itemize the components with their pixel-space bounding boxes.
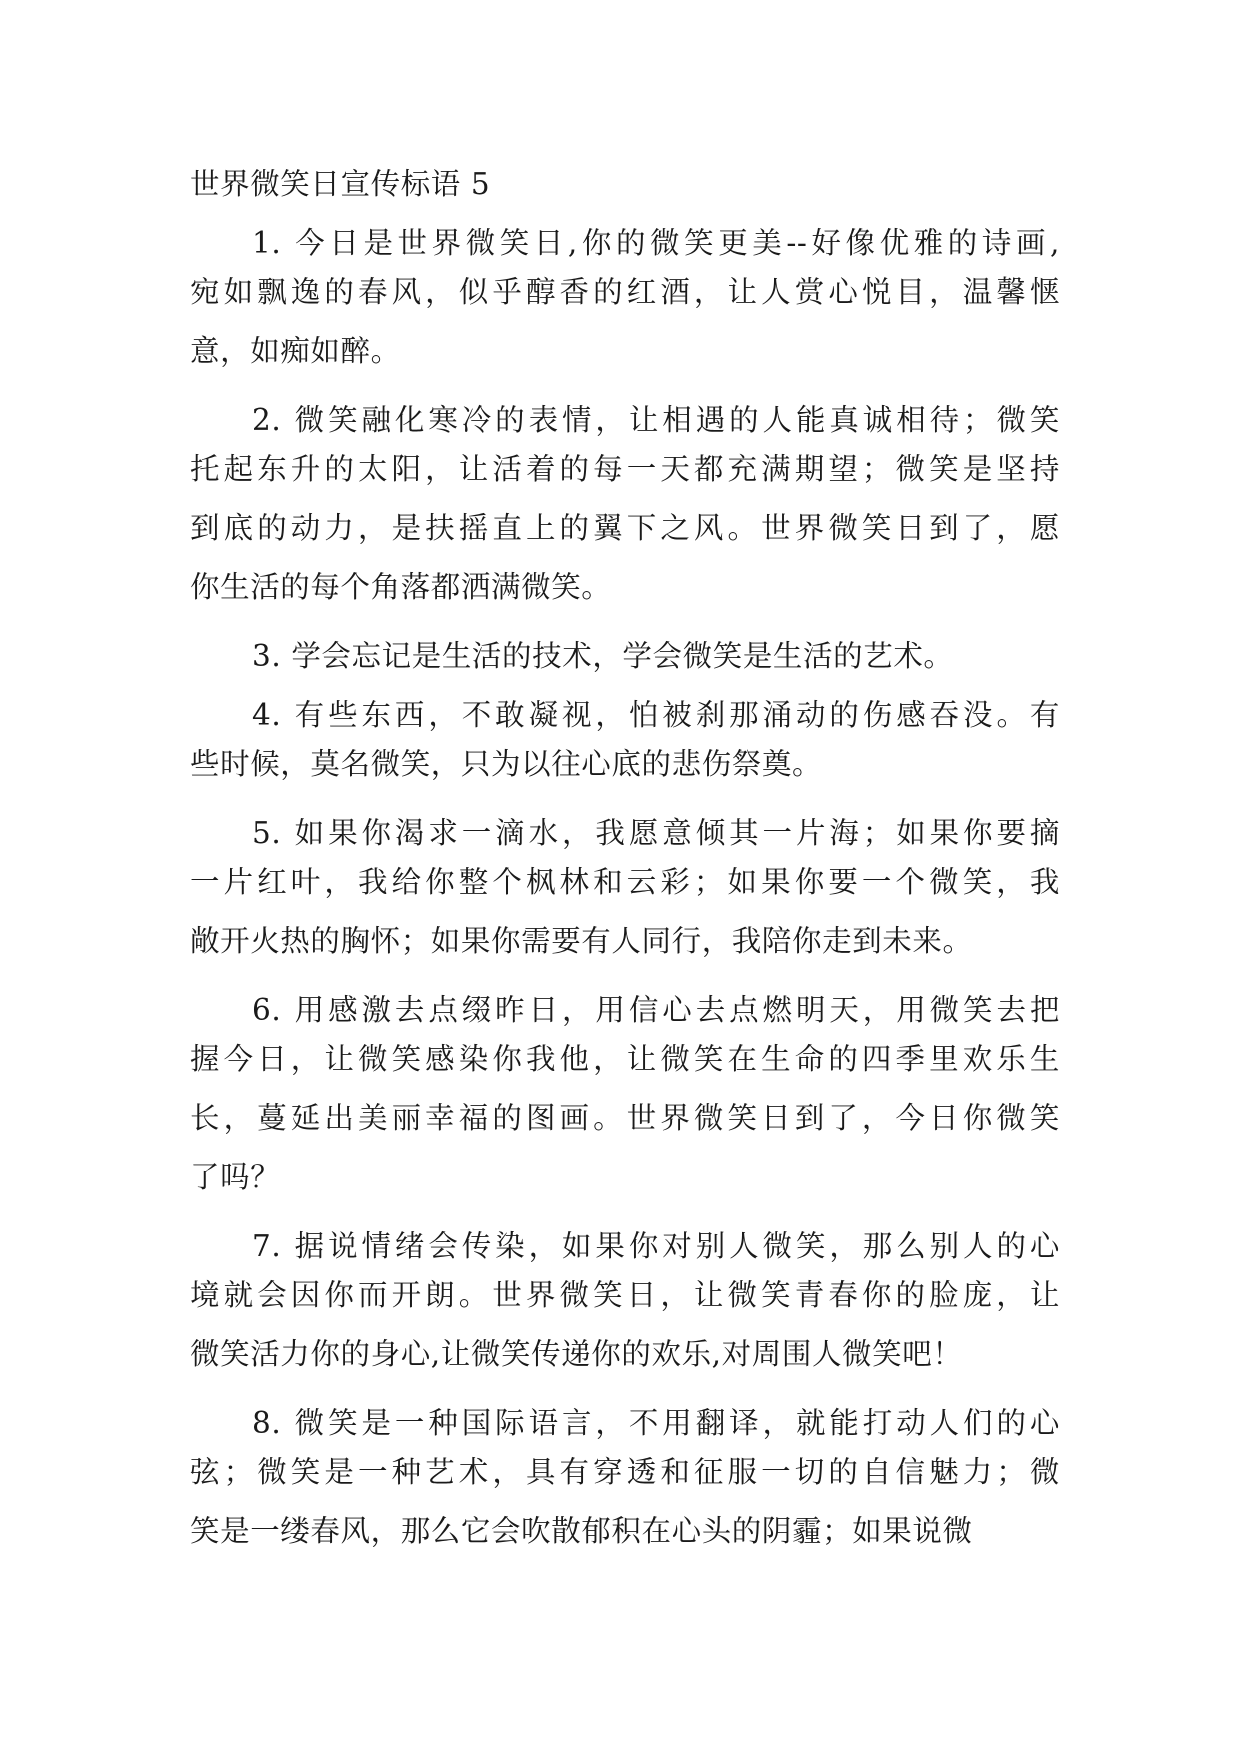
paragraph-line: 5. 如果你渴求一滴水，我愿意倾其一片海；如果你要摘 [252,816,1060,850]
paragraph [190,1384,1060,1561]
paragraph-line: 弦；微笑是一种艺术，具有穿透和征服一切的自信魅力；微 [190,1455,1060,1489]
paragraph [190,794,1060,971]
paragraph-line: 了吗？ [190,1160,281,1194]
document-title: 世界微笑日宣传标语 5 [190,167,491,201]
paragraph-line: 托起东升的太阳，让活着的每一天都充满期望；微笑是坚持 [190,452,1060,486]
paragraph [190,1207,1060,1384]
paragraph-line: 意，如痴如醉。 [190,334,401,368]
paragraph [190,971,1060,1207]
paragraph-line: 3. 学会忘记是生活的技术，学会微笑是生活的艺术。 [252,639,954,673]
paragraph-line: 宛如飘逸的春风，似乎醇香的红酒，让人赏心悦目，温馨惬 [190,275,1060,309]
paragraph-line: 一片红叶，我给你整个枫林和云彩；如果你要一个微笑，我 [190,865,1060,899]
paragraph-line: 境就会因你而开朗。世界微笑日，让微笑青春你的脸庞，让 [190,1278,1060,1312]
paragraph-list [190,204,1060,1561]
document-body [190,164,1060,1561]
paragraph-line: 到底的动力，是扶摇直上的翼下之风。世界微笑日到了，愿 [190,511,1060,545]
paragraph-line: 4. 有些东西，不敢凝视，怕被刹那涌动的伤感吞没。有 [252,698,1060,732]
paragraph-line: 些时候，莫名微笑，只为以往心底的悲伤祭奠。 [190,747,823,781]
paragraph-line: 微笑活力你的身心,让微笑传递你的欢乐,对周围人微笑吧！ [190,1337,963,1371]
paragraph-line: 笑是一缕春风，那么它会吹散郁积在心头的阴霾；如果说微 [190,1514,973,1548]
paragraph-line: 长，蔓延出美丽幸福的图画。世界微笑日到了，今日你微笑 [190,1101,1060,1135]
paragraph-line: 你生活的每个角落都洒满微笑。 [190,570,612,604]
paragraph [190,381,1060,617]
paragraph-line: 8. 微笑是一种国际语言，不用翻译，就能打动人们的心 [252,1406,1060,1440]
paragraph-line: 握今日，让微笑感染你我他，让微笑在生命的四季里欢乐生 [190,1042,1060,1076]
paragraph [190,676,1060,794]
paragraph-line: 2. 微笑融化寒冷的表情，让相遇的人能真诚相待；微笑 [252,403,1060,437]
paragraph-line: 1. 今日是世界微笑日,你的微笑更美--好像优雅的诗画, [252,226,1060,260]
paragraph-line: 敞开火热的胸怀；如果你需要有人同行，我陪你走到未来。 [190,924,973,958]
paragraph [190,204,1060,381]
paragraph-line: 6. 用感激去点缀昨日，用信心去点燃明天，用微笑去把 [252,993,1060,1027]
paragraph-line: 7. 据说情绪会传染，如果你对别人微笑，那么别人的心 [252,1229,1060,1263]
paragraph [190,617,1060,676]
